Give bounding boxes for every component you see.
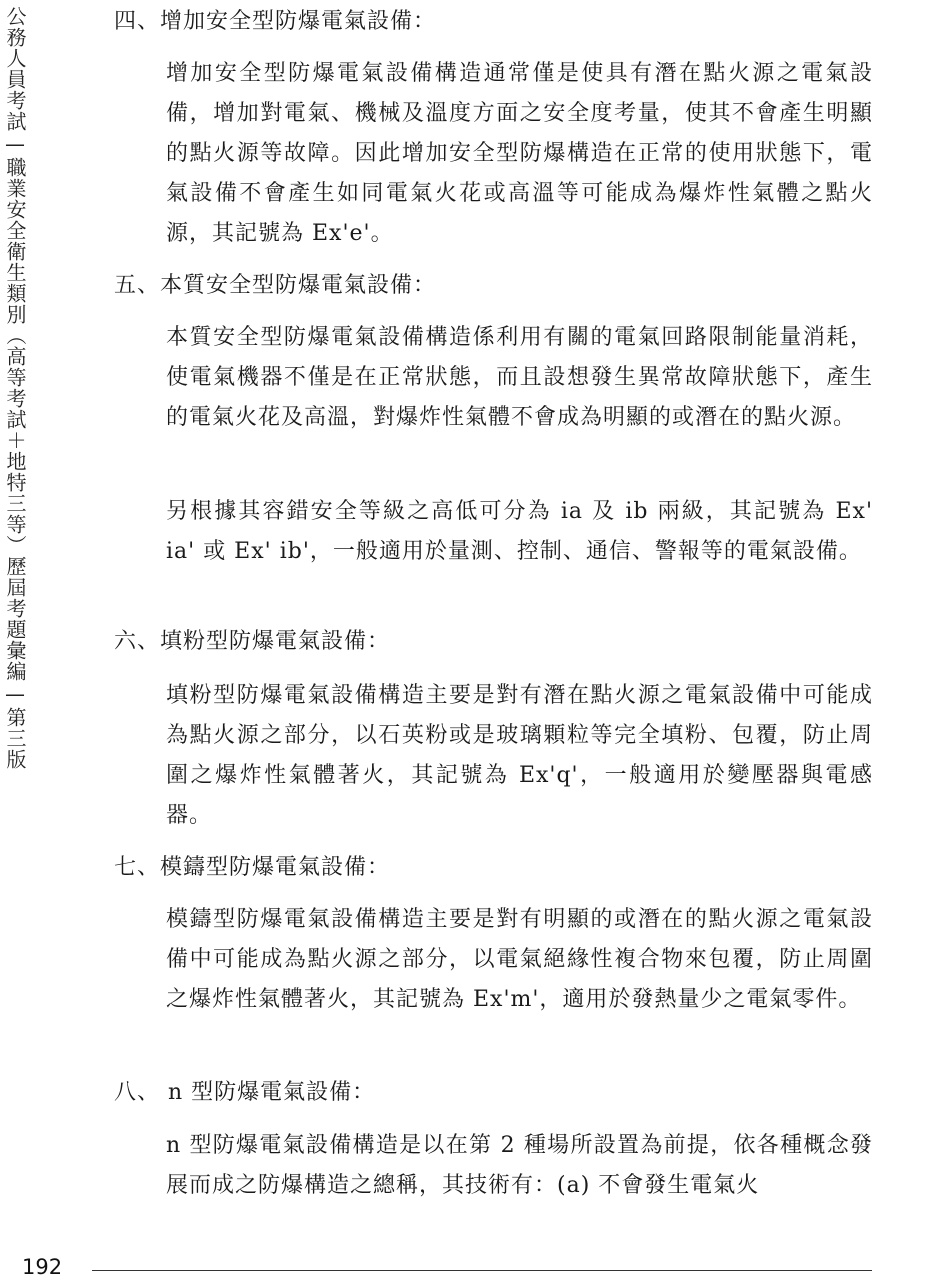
footer-rule xyxy=(92,1270,872,1271)
section-4-paragraph: 增加安全型防爆電氣設備構造通常僅是使具有潛在點火源之電氣設備，增加對電氣、機械及溫度方面之安全度考量，使其不會產生明顯的點火源等故障。因此增加安全型防爆構造在正常的使用狀態下，電氣設備不會產生如同電氣火花或高溫等可能成為爆炸性氣體之點火源，其記號為 Ex'e'。 xyxy=(166,61,873,246)
section-heading-8: 八、 n 型防爆電氣設備： xyxy=(114,1080,376,1105)
section-5-paragraph-1: 本質安全型防爆電氣設備構造係利用有關的電氣回路限制能量消耗，使電氣機器不僅是在正常狀態，而且設想發生異常故障狀態下，產生的電氣火花及高溫，對爆炸性氣體不會成為明顯的或潛在的點火源。 xyxy=(166,325,873,430)
section-heading-5: 五、本質安全型防爆電氣設備： xyxy=(114,273,437,298)
section-heading-7: 七、模鑄型防爆電氣設備： xyxy=(114,855,391,880)
section-6-paragraph: 填粉型防爆電氣設備構造主要是對有潛在點火源之電氣設備中可能成為點火源之部分，以石英粉或是玻璃顆粒等完全填粉、包覆，防止周圍之爆炸性氣體著火，其記號為 Ex'q'，一般適用於變壓器與電感器。 xyxy=(166,683,873,828)
section-heading-6: 六、填粉型防爆電氣設備： xyxy=(114,629,391,654)
section-heading-4: 四、增加安全型防爆電氣設備： xyxy=(114,9,437,34)
section-7-paragraph: 模鑄型防爆電氣設備構造主要是對有明顯的或潛在的點火源之電氣設備中可能成為點火源之部分，以電氣絕緣性複合物來包覆，防止周圍之爆炸性氣體著火，其記號為 Ex'm'，適用於發熱量少之電氣零件。 xyxy=(166,907,873,1012)
running-header-sidebar: 公務人員考試—職業安全衛生類別（高等考試＋地特三等）歷屆考題彙編—第三版 xyxy=(3,6,27,770)
page-number: 192 xyxy=(22,1255,63,1279)
section-5-paragraph-2: 另根據其容錯安全等級之高低可分為 ia 及 ib 兩級，其記號為 Ex' ia' 或 Ex' ib'，一般適用於量測、控制、通信、警報等的電氣設備。 xyxy=(166,499,873,564)
section-8-paragraph: n 型防爆電氣設備構造是以在第 2 種場所設置為前提，依各種概念發展而成之防爆構造之總稱，其技術有：(a) 不會發生電氣火 xyxy=(166,1133,873,1198)
